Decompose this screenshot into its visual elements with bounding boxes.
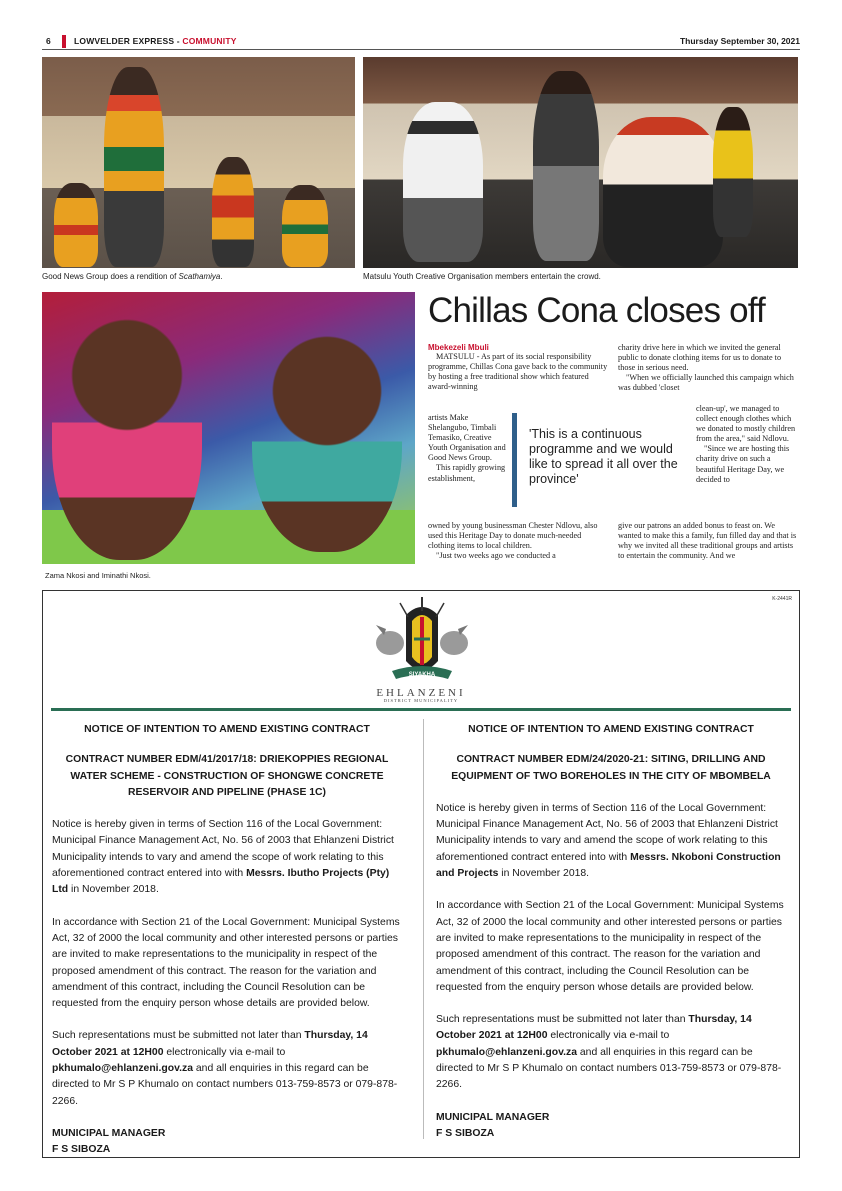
signature <box>436 1110 786 1143</box>
article-headline: Chillas Cona closes off <box>428 291 765 330</box>
org-subtitle: DISTRICT MUNICIPALITY <box>383 698 459 703</box>
org-name: EHLANZENI <box>376 687 466 699</box>
article-paragraph: clean-up', we managed to collect enough clothes which we donated to mostly children from the area," said Ndlovu. <box>696 404 796 444</box>
section-marker <box>62 35 66 48</box>
running-head <box>42 35 800 49</box>
article-body-col1-mid <box>428 413 508 484</box>
article-paragraph: "Just two weeks ago we conducted a <box>436 551 556 561</box>
text: electronically via e-mail to <box>547 1030 670 1042</box>
text: and all enquiries in this regard can be directed to Mr S P Khumalo on contact numbers 013-759-8573 or 079-878-2266. <box>52 1063 398 1107</box>
signatory-name: F S SIBOZA <box>52 1144 111 1156</box>
email-address: pkhumalo@ehlanzeni.gov.za <box>436 1046 577 1058</box>
section-name: COMMUNITY <box>182 36 237 46</box>
pull-quote-bar <box>512 413 517 507</box>
article-body-col2-bottom <box>618 521 800 561</box>
article-paragraph: "Since we are hosting this charity drive on such a beautiful Heritage Day, we decided to <box>696 444 790 484</box>
caption-1-end: . <box>220 272 223 281</box>
article-paragraph: artists Make Shelangubo, Timbali Temasiko, Creative Youth Organisation and Good News Group. <box>428 413 506 463</box>
text: Notice is hereby given in terms of Section 116 of the Local Government: Municipal Finance Management Act, No. 56 of 2003 that Ehlanzeni District Municipality intends to vary and amend the scope of work relating to this aforementioned contract entered into with <box>52 819 394 880</box>
issue-date: Thursday September 30, 2021 <box>679 36 800 46</box>
signatory-name: F S SIBOZA <box>436 1127 495 1139</box>
deadline: Thursday, 14 October 2021 at 12H00 <box>52 1030 368 1058</box>
caption-photo-3: Zama Nkosi and Iminathi Nkosi. <box>45 571 151 580</box>
contract-title: CONTRACT NUMBER EDM/24/2020-21: SITING, DRILLING AND EQUIPMENT OF TWO BOREHOLES IN THE CITY OF MBOMBELA <box>451 754 771 782</box>
article-paragraph: give our patrons an added bonus to feast on. We wanted to make this a family, fun filled day and that is why we invited all these traditional groups and artists to entertain the community. And we <box>618 521 797 561</box>
text: Such representations must be submitted not later than <box>52 1030 305 1042</box>
signatory-title: MUNICIPAL MANAGER <box>436 1111 550 1123</box>
article-paragraph: MATSULU - As part of its social responsibility programme, Chillas Cona gave back to the community by hosting a free traditional show which featured award-winning <box>428 352 608 392</box>
article-paragraph: This rapidly growing establishment, <box>428 463 506 483</box>
caption-photo-1 <box>42 272 223 281</box>
photo-good-news-group <box>42 57 355 268</box>
pull-quote <box>512 413 682 507</box>
text: in November 2018. <box>68 884 159 896</box>
contractor-name: Messrs. Ibutho Projects (Pty) Ltd <box>52 868 390 896</box>
logo-banner-text: SIYAKHA <box>408 672 436 678</box>
article-body-col2-top <box>618 343 800 393</box>
notice-column-left <box>52 722 402 1159</box>
notice-paragraph-2: In accordance with Section 21 of the Local Government: Municipal Systems Act, 32 of 2000 the local community and other interested persons or parties are invited to make representations to the municipality in respect of the proposed amendment of this contract. The reason for the variation and amendment of this contract, including the Council Resolution can be requested from the enquiry person whose details are provided below. <box>52 916 400 1010</box>
text: electronically via e-mail to <box>163 1046 286 1058</box>
photo-children-jumping-castle <box>42 292 415 564</box>
caption-1-italic: Scathamiya <box>178 272 221 281</box>
notice-paragraph-1 <box>52 817 402 898</box>
pull-quote-text: 'This is a continuous programme and we would like to spread it all over the province' <box>529 427 678 486</box>
text: in November 2018. <box>498 868 590 880</box>
text: Such representations must be submitted not later than <box>436 1014 689 1026</box>
notice-paragraph-1 <box>436 801 786 882</box>
notice-paragraph-2: In accordance with Section 21 of the Local Government: Municipal Systems Act, 32 of 2000 the local community and other interested persons or parties are invited to make representations to the municipality in respect of the proposed amendment of this contract. The reason for the variation and amendment of this contract, including the Council Resolution can be requested from the enquiry person whose details are provided below. <box>436 900 784 993</box>
photo-matsulu-youth <box>363 57 798 268</box>
article-byline: Mbekezeli Mbuli <box>428 343 489 352</box>
contract-title: CONTRACT NUMBER EDM/41/2017/18: DRIEKOPPIES REGIONAL WATER SCHEME - CONSTRUCTION OF SHONGWE CONCRETE RESERVOIR AND PIPELINE (PHASE 1C) <box>65 754 389 798</box>
article-body-col1-bottom <box>428 521 610 561</box>
deadline: Thursday, 14 October 2021 at 12H00 <box>436 1014 752 1042</box>
contractor-name: Messrs. Nkoboni Construction and Projects <box>436 851 781 880</box>
caption-1-text: Good News Group does a rendition of <box>42 272 179 281</box>
notice-paragraph-3 <box>52 1028 402 1109</box>
caption-photo-2: Matsulu Youth Creative Organisation members entertain the crowd. <box>363 272 601 281</box>
ad-reference-code: K-2441R <box>772 596 792 602</box>
notice-heading: NOTICE OF INTENTION TO AMEND EXISTING CONTRACT <box>84 724 370 735</box>
notice-column-right <box>436 722 786 1142</box>
notice-heading: NOTICE OF INTENTION TO AMEND EXISTING CONTRACT <box>468 724 754 735</box>
publication-title: LOWVELDER EXPRESS - <box>74 36 183 46</box>
article-paragraph: owned by young businessman Chester Ndlovu, also used this Heritage Day to donate much-needed clothing items to local children. <box>428 521 598 551</box>
column-divider <box>423 719 424 1139</box>
signature <box>52 1126 402 1159</box>
article-body-col1-top <box>428 352 610 392</box>
notice-paragraph-3 <box>436 1012 786 1093</box>
text: Notice is hereby given in terms of Section 116 of the Local Government: Municipal Finance Management Act, No. 56 of 2003 that Ehlanzeni District Municipality intends to vary and amend the scope of work relating to this aforementioned contract entered into with <box>436 802 778 863</box>
header-rule <box>42 49 800 50</box>
article-body-col2-mid <box>696 404 800 485</box>
notice-rule <box>51 708 791 711</box>
article-paragraph: charity drive here in which we invited the general public to donate clothing items for us to donate to those in serious need. <box>618 343 782 373</box>
article-paragraph: "When we officially launched this campaign which was dubbed 'closet <box>618 373 794 393</box>
page-number: 6 <box>46 36 51 46</box>
publication-name <box>74 36 237 46</box>
email-address: pkhumalo@ehlanzeni.gov.za <box>52 1063 193 1075</box>
municipal-notice <box>42 590 800 1158</box>
signatory-title: MUNICIPAL MANAGER <box>52 1127 166 1139</box>
text: and all enquiries in this regard can be directed to Mr S P Khumalo on contact numbers 013-759-8573 or 079-878-2266. <box>436 1046 782 1091</box>
